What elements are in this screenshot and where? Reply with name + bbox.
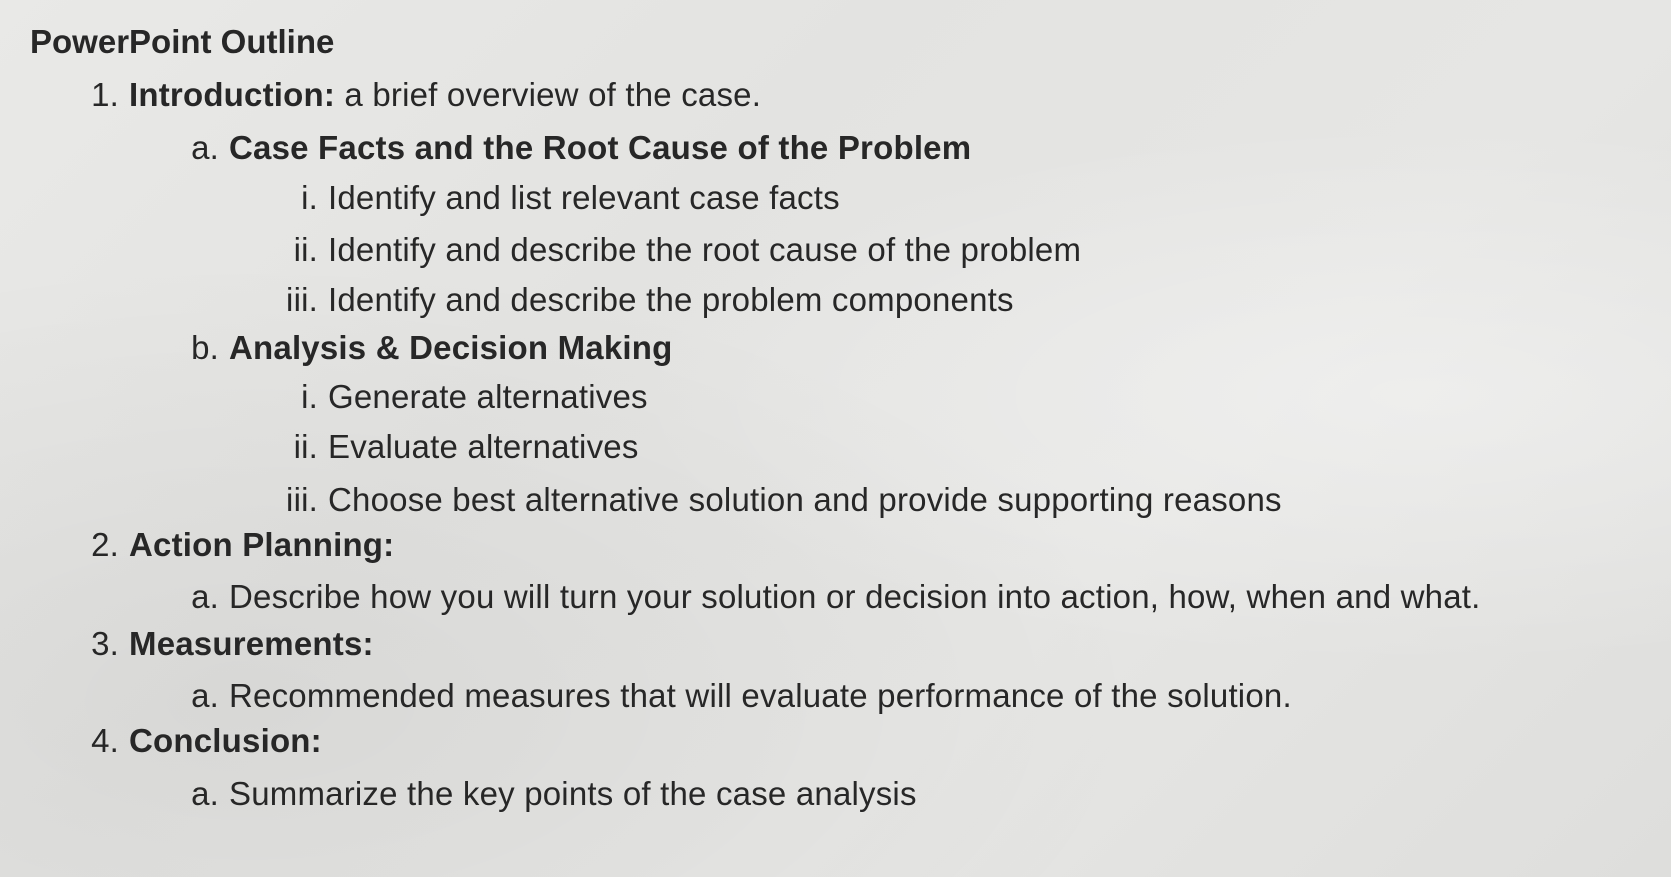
list-marker: 1. — [91, 76, 119, 113]
outline-item-action-planning — [91, 525, 395, 565]
outline-subsubitem — [293, 230, 1082, 270]
subsubitem-text: Generate alternatives — [328, 378, 648, 415]
outline-subitem — [191, 577, 1481, 617]
subitem-heading: Analysis & Decision Making — [229, 329, 673, 366]
subitem-text: Summarize the key points of the case analysis — [229, 775, 917, 812]
list-marker: i. — [301, 378, 318, 415]
list-marker: a. — [191, 677, 219, 714]
outline-subsubitem — [286, 280, 1014, 320]
subitem-heading: Case Facts and the Root Cause of the Problem — [229, 129, 972, 166]
item-text: a brief overview of the case. — [344, 76, 762, 113]
list-marker: iii. — [286, 481, 318, 518]
outline-subsubitem — [286, 480, 1282, 520]
item-heading: Introduction: — [129, 76, 336, 113]
list-marker: a. — [191, 129, 219, 166]
list-marker: ii. — [293, 231, 318, 268]
list-marker: a. — [191, 775, 219, 812]
outline-subitem — [191, 676, 1292, 716]
subsubitem-text: Identify and list relevant case facts — [328, 179, 840, 216]
list-marker: i. — [301, 179, 318, 216]
outline-subsubitem — [293, 427, 639, 467]
item-heading: Measurements: — [129, 625, 374, 662]
outline-subitem-case-facts — [191, 128, 972, 168]
subsubitem-text: Choose best alternative solution and provide supporting reasons — [328, 481, 1282, 518]
outline-subsubitem — [301, 178, 840, 218]
list-marker: ii. — [293, 428, 318, 465]
item-heading: Action Planning: — [129, 526, 395, 563]
list-marker: iii. — [286, 281, 318, 318]
outline-subitem-analysis — [191, 328, 673, 368]
subitem-text: Recommended measures that will evaluate performance of the solution. — [229, 677, 1292, 714]
outline-item-conclusion — [91, 721, 322, 761]
subsubitem-text: Evaluate alternatives — [328, 428, 639, 465]
list-marker: 4. — [91, 722, 119, 759]
subitem-text: Describe how you will turn your solution or decision into action, how, when and what. — [229, 578, 1481, 615]
list-marker: b. — [191, 329, 219, 366]
list-marker: 3. — [91, 625, 119, 662]
outline-subsubitem — [301, 377, 648, 417]
subsubitem-text: Identify and describe the problem components — [328, 281, 1014, 318]
list-marker: a. — [191, 578, 219, 615]
outline-subitem — [191, 774, 917, 814]
document-title: PowerPoint Outline — [30, 23, 335, 60]
outline-item-measurements — [91, 624, 374, 664]
item-heading: Conclusion: — [129, 722, 322, 759]
subsubitem-text: Identify and describe the root cause of the problem — [328, 231, 1082, 268]
list-marker: 2. — [91, 526, 119, 563]
outline-item-introduction — [91, 75, 762, 115]
